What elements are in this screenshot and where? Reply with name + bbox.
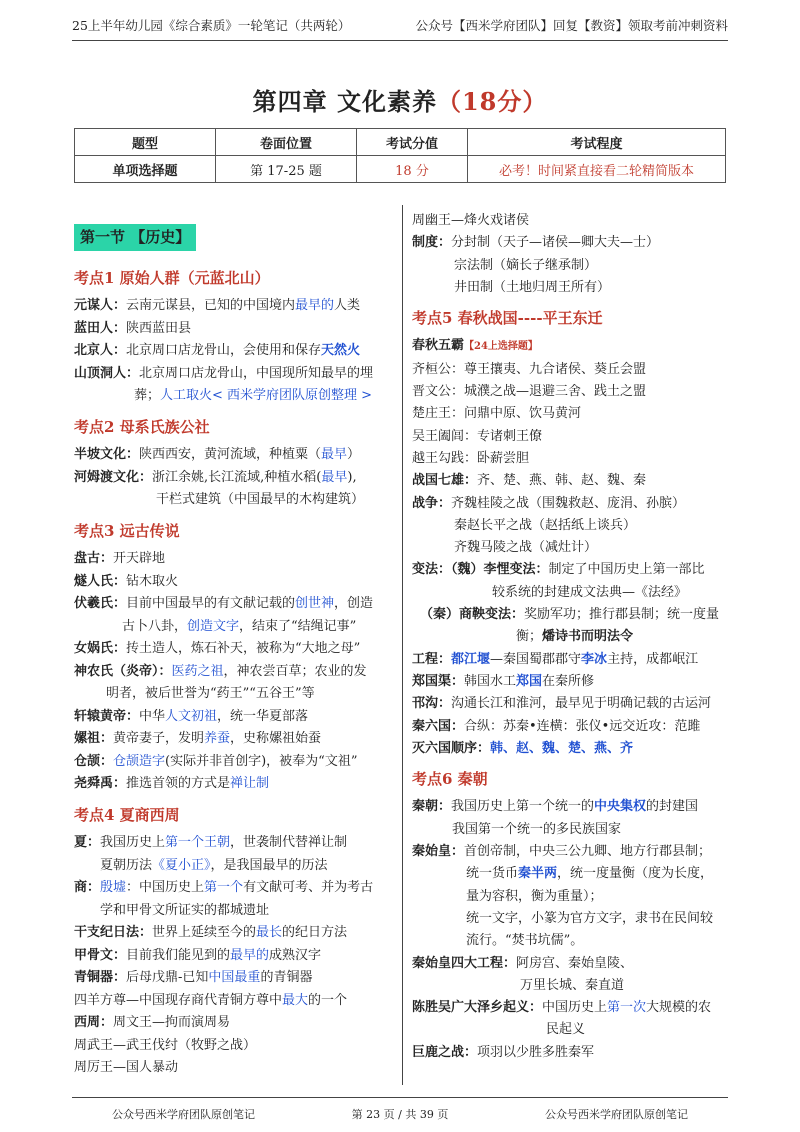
list-item: 秦赵长平之战（赵括纸上谈兵） xyxy=(454,517,637,533)
chapter-title-main: 第四章 文化素养 xyxy=(252,87,437,116)
list-item: （秦）商鞅变法：奖励军功；推行郡县制；统一度量 xyxy=(420,607,720,623)
table-header-row xyxy=(75,129,726,156)
list-item: 伏羲氏：目前中国最早的有文献记载的创世神，创造 xyxy=(74,596,374,611)
footer-right: 公众号西米学府团队原创笔记 xyxy=(545,1108,688,1121)
list-item: 春秋五霸【24上选择题】 xyxy=(412,338,538,354)
page-footer xyxy=(72,1097,728,1132)
td-level: 必考！时间紧直接看二轮精简版本 xyxy=(468,156,726,183)
list-item: 甲骨文：目前我们能见到的最早的成熟汉字 xyxy=(74,947,322,963)
list-item: 统一货币秦半两，统一度量衡（度为长度， xyxy=(466,866,714,882)
td-type: 单项选择题 xyxy=(75,156,216,183)
list-item: 流行。“焚书坑儒”。 xyxy=(466,933,584,949)
list-item: 嫘祖：黄帝妻子，发明养蚕，史称嫘祖始蚕 xyxy=(74,731,322,746)
list-item: 干栏式建筑（中国最早的木构建筑） xyxy=(156,492,365,507)
list-item: 葬；人工取火< 西米学府团队原创整理 > xyxy=(134,388,373,403)
list-item: 干支纪日法：世界上延续至今的最长的纪日方法 xyxy=(74,925,348,940)
list-item: 明者，被后世誉为“药王”“五谷王”等 xyxy=(106,686,315,701)
list-item: 万里长城、秦直道 xyxy=(520,977,625,993)
exam-info-table xyxy=(74,128,726,183)
list-item: 战争：齐魏桂陵之战（围魏救赵、庞涓、孙膑） xyxy=(412,495,686,511)
list-item: 宗法制（嫡长子继承制） xyxy=(454,257,598,273)
th-type: 题型 xyxy=(75,129,216,156)
list-item: 半坡文化：陕西西安，黄河流域，种植粟（最早） xyxy=(74,447,361,462)
list-item: 郑国渠：韩国水工郑国在秦所修 xyxy=(412,673,595,689)
section-history: 第一节 【历史】 xyxy=(74,224,196,251)
kp5-title: 考点5 春秋战国----平王东迁 xyxy=(412,309,603,328)
list-item: 秦始皇四大工程：阿房宫、秦始皇陵、 xyxy=(412,955,634,971)
list-item: 学和甲骨文所证实的都城遗址 xyxy=(100,902,270,918)
list-item: 我国第一个统一的多民族国家 xyxy=(452,821,622,837)
kp2-title: 考点2 母系氏族公社 xyxy=(74,417,210,436)
list-item: 轩辕黄帝：中华人文初祖，统一华夏部落 xyxy=(74,708,309,724)
list-item: 商：殷墟：中国历史上第一个有文献可考、并为考古 xyxy=(74,880,374,895)
th-score: 考试分值 xyxy=(357,129,468,156)
list-item: 民起义 xyxy=(546,1022,586,1038)
column-divider xyxy=(402,205,403,1085)
td-position: 第 17-25 题 xyxy=(216,156,357,183)
list-item: 四羊方尊—中国现存商代青铜方尊中最大的一个 xyxy=(74,992,348,1008)
th-level: 考试程度 xyxy=(468,129,726,156)
list-item: 女娲氏：抟土造人，炼石补天，被称为“大地之母” xyxy=(74,641,361,656)
list-item: 夏：我国历史上第一个王朝，世袭制代替禅让制 xyxy=(74,835,348,850)
list-item: 秦六国：合纵：苏秦•连横：张仪•远交近攻：范雎 xyxy=(412,718,701,734)
kp4-title: 考点4 夏商西周 xyxy=(74,805,180,824)
list-item: 河姆渡文化：浙江余姚,长江流域,种植水稻(最早), xyxy=(74,469,357,485)
chapter-points: （18分） xyxy=(436,87,548,116)
list-item: 邗沟：沟通长江和淮河，最早见于明确记载的古运河 xyxy=(412,696,712,712)
list-item: 西周：周文王—拘而演周易 xyxy=(74,1015,231,1030)
list-item: 元谋人：云南元谋县，已知的中国境内最早的人类 xyxy=(74,298,361,313)
list-item: 秦始皇：首创帝制，中央三公九卿、地方行郡县制； xyxy=(412,844,712,860)
list-item: 楚庄王：问鼎中原、饮马黄河 xyxy=(412,406,582,422)
list-item: 古卜八卦，创造文字，结束了“结绳记事” xyxy=(122,618,357,634)
list-item: 较系统的封建成文法典—《法经》 xyxy=(492,584,688,600)
list-item: 制度：分封制（天子—诸侯—卿大夫—士） xyxy=(412,235,660,251)
list-item: 秦朝：我国历史上第一个统一的中央集权的封建国 xyxy=(412,799,699,815)
list-item: 变法：（魏）李悝变法：制定了中国历史上第一部比 xyxy=(412,562,705,578)
list-item: 吴王阖闾：专诸刺王僚 xyxy=(412,428,543,444)
page-header xyxy=(72,0,728,41)
list-item: 尧舜禹：推选首领的方式是禅让制 xyxy=(74,776,270,791)
list-item: 量为容积，衡为重量）； xyxy=(466,888,603,904)
list-item: 齐桓公：尊王攘夷、九合诸侯、葵丘会盟 xyxy=(412,361,647,377)
list-item: 战国七雄：齐、楚、燕、韩、赵、魏、秦 xyxy=(412,473,647,489)
list-item: 陈胜吴广大泽乡起义：中国历史上第一次大规模的农 xyxy=(412,1000,712,1016)
list-item: 齐魏马陵之战（减灶计） xyxy=(454,540,598,556)
list-item: 衡；燔诗书而明法令 xyxy=(516,629,634,645)
list-item: 燧人氏：钻木取火 xyxy=(74,573,179,589)
left-column xyxy=(74,218,394,1080)
list-item: 周幽王—烽火戏诸侯 xyxy=(412,213,530,228)
header-right: 公众号【西米学府团队】回复【教资】领取考前冲刺资料 xyxy=(415,18,728,33)
list-item: 山顶洞人：北京周口店龙骨山，中国现所知最早的埋 xyxy=(74,365,374,381)
td-score: 18 分 xyxy=(357,156,468,183)
kp6-title: 考点6 秦朝 xyxy=(412,770,488,789)
list-item: 灭六国顺序：韩、赵、魏、楚、燕、齐 xyxy=(412,740,634,756)
th-position: 卷面位置 xyxy=(216,129,357,156)
kp1-title: 考点1 原始人群（元蓝北山） xyxy=(74,268,270,287)
list-item: 越王勾践：卧薪尝胆 xyxy=(412,450,530,466)
list-item: 周武王—武王伐纣（牧野之战） xyxy=(74,1037,257,1053)
kp3-title: 考点3 远古传说 xyxy=(74,521,180,540)
header-left: 25上半年幼儿园《综合素质》一轮笔记（共两轮） xyxy=(72,18,351,33)
list-item: 工程：都江堰—秦国蜀郡郡守李冰主持，成都岷江 xyxy=(412,651,699,667)
list-item: 仓颉：仓颉造字(实际并非首创字)，被奉为“文祖” xyxy=(74,753,358,769)
list-item: 周厉王—国人暴动 xyxy=(74,1060,179,1075)
table-row xyxy=(75,156,726,183)
list-item: 晋文公：城濮之战—退避三舍、践土之盟 xyxy=(412,384,647,400)
list-item: 夏朝历法《夏小正》，是我国最早的历法 xyxy=(100,857,328,873)
list-item: 统一文字，小篆为官方文字，隶书在民间较 xyxy=(466,910,714,926)
right-column xyxy=(412,210,728,1064)
list-item: 神农氏（炎帝）：医药之祖，神农尝百草；农业的发 xyxy=(74,663,367,679)
list-item: 北京人：北京周口店龙骨山，会使用和保存天然火 xyxy=(74,343,361,358)
list-item: 蓝田人：陕西蓝田县 xyxy=(74,320,192,336)
list-item: 盘古：开天辟地 xyxy=(74,551,166,566)
list-item: 青铜器：后母戊鼎-已知中国最重的青铜器 xyxy=(74,970,313,985)
list-item: 井田制（土地归周王所有） xyxy=(454,279,611,295)
footer-left: 公众号西米学府团队原创笔记 xyxy=(112,1108,255,1121)
list-item: 巨鹿之战：项羽以少胜多胜秦军 xyxy=(412,1044,595,1060)
page-number: 第 23 页 / 共 39 页 xyxy=(351,1108,449,1121)
chapter-title xyxy=(0,82,800,117)
